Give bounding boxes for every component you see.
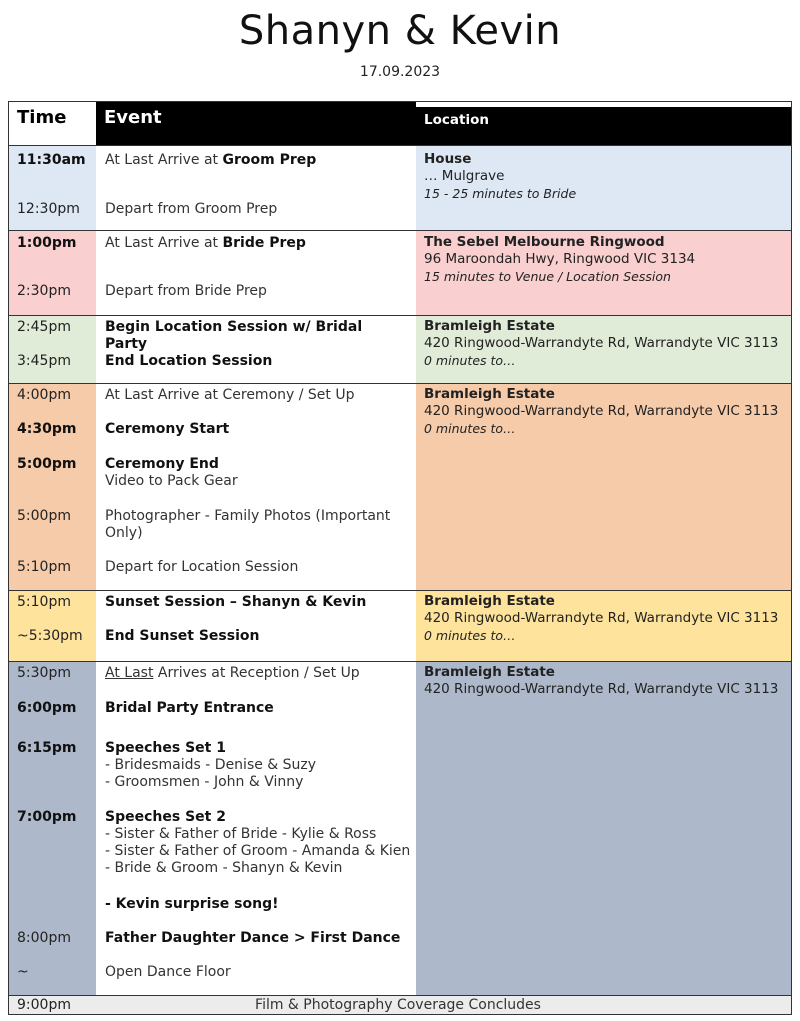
time-cell: 11:30am bbox=[17, 152, 86, 168]
time-cell: 5:10pm bbox=[17, 594, 71, 610]
location-address: … Mulgrave bbox=[424, 168, 505, 184]
event-cell: Bridal Party Entrance bbox=[105, 700, 274, 716]
event-cell: Depart for Location Session bbox=[105, 559, 299, 575]
time-cell: 4:00pm bbox=[17, 387, 71, 403]
time-cell: 7:00pm bbox=[17, 809, 77, 825]
location-note: 0 minutes to… bbox=[424, 421, 516, 436]
event-cell: Speeches Set 2 - Sister & Father of Bride - Kylie & Ross - Sister & Father of Groom - Amanda & Kien - Bride & Groom - Shanyn & Kevin bbox=[105, 809, 411, 876]
time-cell: 5:00pm bbox=[17, 508, 71, 524]
section-ceremony bbox=[9, 383, 791, 590]
event-cell: At Last Arrive at Ceremony / Set Up bbox=[105, 387, 355, 403]
event-cell: End Sunset Session bbox=[105, 628, 260, 644]
location-cell bbox=[424, 318, 786, 369]
time-cell: 1:00pm bbox=[17, 235, 77, 251]
time-cell: 5:30pm bbox=[17, 665, 71, 681]
time-cell: 2:30pm bbox=[17, 283, 71, 299]
event-cell: Ceremony End Video to Pack Gear bbox=[105, 456, 238, 489]
event-cell: Depart from Bride Prep bbox=[105, 283, 267, 299]
event-cell: Begin Location Session w/ Bridal Party bbox=[105, 319, 363, 352]
location-address: 420 Ringwood-Warrandyte Rd, Warrandyte VIC 3113 bbox=[424, 681, 779, 697]
location-name: Bramleigh Estate bbox=[424, 318, 555, 334]
location-address: 96 Maroondah Hwy, Ringwood VIC 3134 bbox=[424, 251, 696, 267]
event-cell: Depart from Groom Prep bbox=[105, 201, 278, 217]
event-cell: Ceremony Start bbox=[105, 421, 230, 437]
time-cell: 3:45pm bbox=[17, 353, 71, 369]
location-cell bbox=[424, 234, 786, 285]
location-cell bbox=[424, 386, 786, 437]
time-cell: 8:00pm bbox=[17, 930, 71, 946]
location-note: 15 - 25 minutes to Bride bbox=[424, 186, 577, 201]
location-address: 420 Ringwood-Warrandyte Rd, Warrandyte VIC 3113 bbox=[424, 610, 779, 626]
location-address: 420 Ringwood-Warrandyte Rd, Warrandyte VIC 3113 bbox=[424, 335, 779, 351]
time-cell: 2:45pm bbox=[17, 319, 71, 335]
column-header-event: Event bbox=[96, 102, 416, 145]
time-cell: 9:00pm bbox=[17, 997, 71, 1013]
location-cell bbox=[424, 151, 786, 202]
event-cell: End Location Session bbox=[105, 353, 273, 369]
section-bride-prep bbox=[9, 230, 791, 315]
location-note: 0 minutes to… bbox=[424, 353, 516, 368]
location-note: 15 minutes to Venue / Location Session bbox=[424, 269, 671, 284]
event-cell: - Kevin surprise song! bbox=[105, 896, 279, 912]
time-cell: 5:10pm bbox=[17, 559, 71, 575]
event-cell: At Last Arrive at Bride Prep bbox=[105, 235, 306, 251]
section-reception bbox=[9, 661, 791, 997]
page-title: Shanyn & Kevin bbox=[238, 8, 562, 54]
time-cell: 6:15pm bbox=[17, 740, 77, 756]
event-cell: At Last Arrives at Reception / Set Up bbox=[105, 665, 360, 681]
location-name: Bramleigh Estate bbox=[424, 386, 555, 402]
time-cell: 4:30pm bbox=[17, 421, 77, 437]
column-header-time: Time bbox=[9, 102, 96, 145]
footer-text: Film & Photography Coverage Concludes bbox=[255, 997, 541, 1013]
location-name: House bbox=[424, 151, 472, 167]
footer-row bbox=[9, 995, 791, 1014]
location-cell bbox=[424, 593, 786, 644]
location-address: 420 Ringwood-Warrandyte Rd, Warrandyte VIC 3113 bbox=[424, 403, 779, 419]
time-cell: 6:00pm bbox=[17, 700, 77, 716]
location-name: Bramleigh Estate bbox=[424, 593, 555, 609]
event-date: 17.09.2023 bbox=[359, 64, 441, 80]
location-note: 0 minutes to… bbox=[424, 628, 516, 643]
section-sunset-session bbox=[9, 590, 791, 661]
location-name: Bramleigh Estate bbox=[424, 664, 555, 680]
event-cell: Sunset Session – Shanyn & Kevin bbox=[105, 594, 367, 610]
schedule-table bbox=[8, 101, 792, 1015]
section-location-session bbox=[9, 315, 791, 383]
location-cell bbox=[424, 664, 786, 698]
event-cell: Photographer - Family Photos (Important Only) bbox=[105, 508, 391, 541]
event-cell: At Last Arrive at Groom Prep bbox=[105, 152, 317, 168]
section-groom-prep bbox=[9, 145, 791, 230]
event-cell: Speeches Set 1 - Bridesmaids - Denise & Suzy - Groomsmen - John & Vinny bbox=[105, 740, 317, 790]
event-cell: Father Daughter Dance > First Dance bbox=[105, 930, 401, 946]
time-cell: ~ bbox=[17, 964, 29, 980]
event-cell: Open Dance Floor bbox=[105, 964, 231, 980]
time-cell: ~5:30pm bbox=[17, 628, 83, 644]
time-cell: 5:00pm bbox=[17, 456, 77, 472]
time-cell: 12:30pm bbox=[17, 201, 80, 217]
column-header-location: Location bbox=[416, 107, 791, 150]
location-name: The Sebel Melbourne Ringwood bbox=[424, 234, 665, 250]
